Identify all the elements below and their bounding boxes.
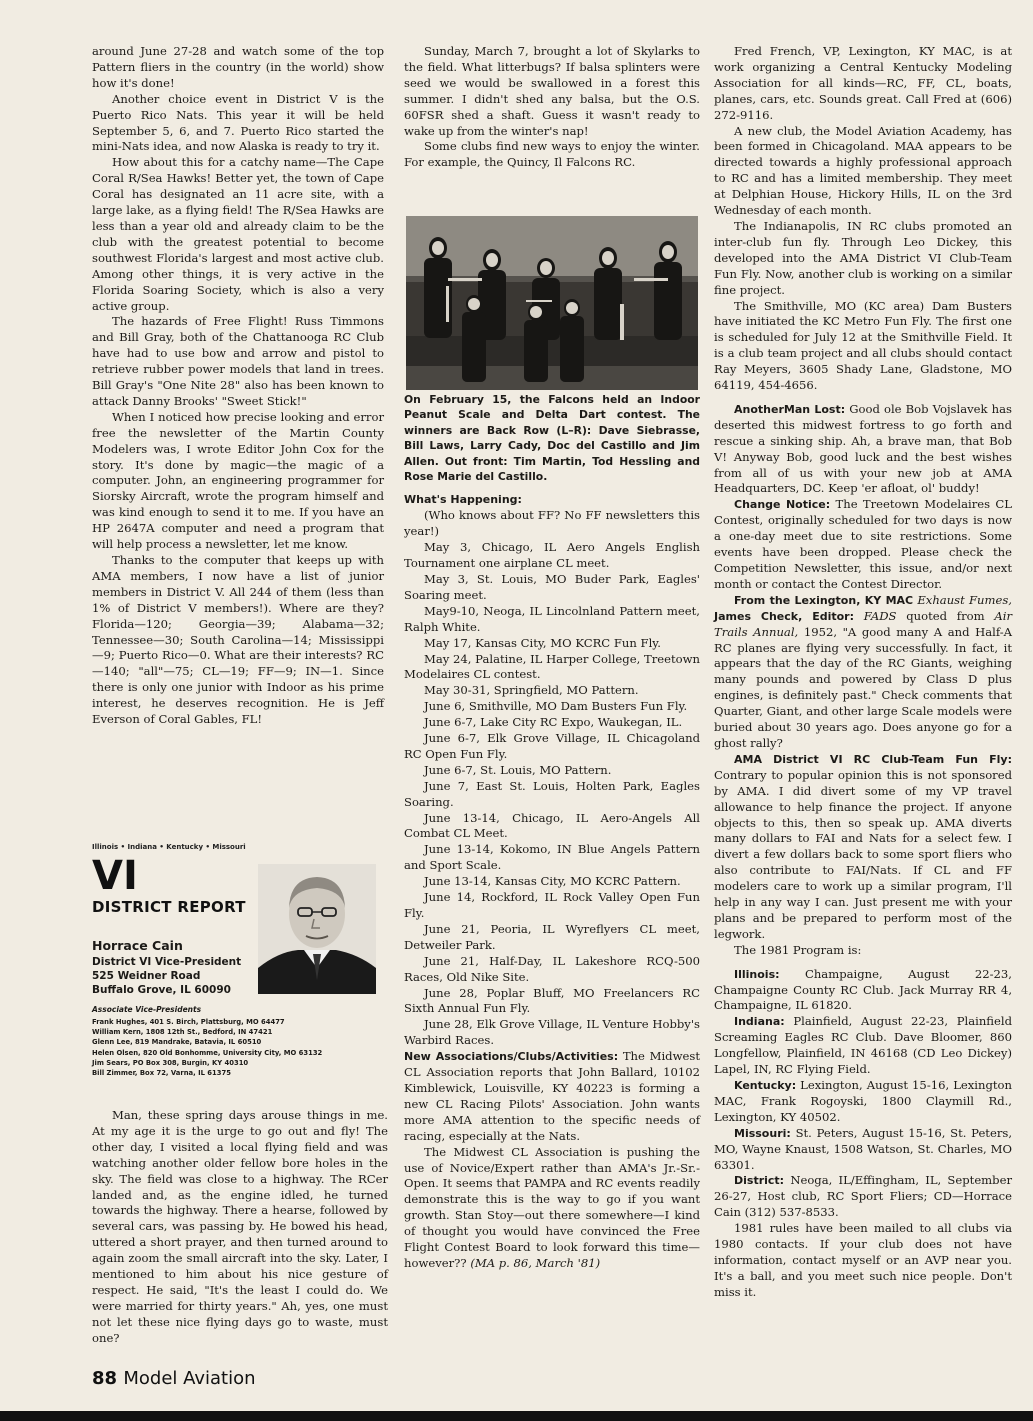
paragraph — [404, 1049, 700, 1144]
paragraph: The Indianapolis, IN RC clubs promoted an inter-club fun fly. Through Leo Dickey, this developed into the AMA District VI Club-Team Fun Fly. Now, another club is working on a similar fine project. — [714, 218, 1012, 297]
program-item — [714, 1014, 1012, 1078]
ama-fun-fly-text: Contrary to popular opinion this is not sponsored by AMA. I did divert some of my VP travel allowance to help finance the project. If anyone objects to this, then so speak up. AMA diverts many dollars to FAI and Nats for a select few. I divert a few dollars back to some sport fliers who also contribute to FAI/Nats. If CL and FF modelers care to work up a similar program, I'll help in any way I can. Just present me with your plans and be prepared to perform most of the legwork. — [714, 767, 1012, 941]
program-item — [714, 967, 1012, 1015]
event-item: June 6-7, St. Louis, MO Pattern. — [424, 762, 612, 777]
assoc-vp-entry: Bill Zimmer, Box 72, Varna, IL 61375 — [92, 1069, 231, 1078]
event-item: June 13-14, Kansas City, MO KCRC Pattern. — [424, 874, 681, 889]
event-item: June 21, Peoria, IL Wyreflyers CL meet, Detweiler Park. — [404, 921, 700, 952]
event-item: (Who knows about FF? No FF newsletters this year!) — [404, 508, 700, 539]
column-3 — [714, 44, 1012, 1301]
vp-portrait-photo — [258, 864, 376, 994]
air-trails-title: Air Trails Annual, — [714, 608, 1013, 639]
program-state: Missouri: — [734, 1126, 791, 1140]
whats-happening-heading: What's Happening: — [404, 493, 522, 507]
assoc-vp-heading: Associate Vice-Presidents — [92, 1005, 202, 1014]
column-2 — [404, 44, 700, 171]
paragraph: When I noticed how precise looking and error free the newsletter of the Martin County Modelers was, I wrote Editor John Cox for the story. It's done by magic—the magic of a computer. John, an engineering programmer for Siorsky Aircraft, wrote the program himself and was kind enough to send it to me. If you have an HP 2647A computer and need a program that will help process a newsletter, let me know. — [92, 409, 384, 552]
another-man-lost-text: Good ole Bob Vojslavek has deserted this midwest fortress to go forth and rescue a sinking ship. Ah, a brave man, that Bob V! Anyway Bob, good luck and the best wishes from all of us with your new job at AMA Headquarters, DC. Keep 'er afloat, ol' buddy! — [714, 401, 1013, 496]
program-state: Indiana: — [734, 1015, 785, 1029]
vp-addr-line2: Buffalo Grove, IL 60090 — [92, 984, 231, 996]
paragraph: Another choice event in District V is the Puerto Rico Nats. This year it will be held September 5, 6, and 7. Puerto Rico started the mini-Nats idea, and now Alaska is ready to try it. — [92, 91, 384, 154]
event-item: June 13-14, Chicago, IL Aero-Angels All Combat CL Meet. — [404, 810, 700, 841]
district-report-title: DISTRICT REPORT — [92, 898, 246, 916]
paragraph: Man, these spring days arouse things in me. At my age it is the urge to go out and fly! The other day, I visited a local flying field and was watching another older fellow bore holes in the sky. The field was close to a highway. The RCer landed and, as the engine idled, he turned towards the highway. There a hearse, followed by several cars, was passing by. He bowed his head, uttered a short prayer, and then turned around to again zoom the small aircraft into the sky. Later, I mentioned to him about his nice gesture of respect. He said, "It's the least I could do. We were married for thirty years." Ah, yes, one must not let these nice flying days go to waste, must one? — [92, 1108, 388, 1345]
magazine-name: Model Aviation — [123, 1368, 256, 1389]
paragraph: Thanks to the computer that keeps up with AMA members, I now have a list of junior members in District V. All 244 of them (less than 1% of District V members!). Where are they? Florida—120; Georgia—39; Alabama—32; Tennessee—30; South Carolina—14; Mississippi—9; Puerto Rico—0. What are their interests? RC—140; "all"—75; CL—19; FF—9; IN—1. Since there is only one junior with Indoor as his prime interest, he deserves recognition. He is Jeff Everson of Coral Gables, FL! — [92, 553, 384, 727]
fads-title: FADS — [863, 608, 897, 623]
change-notice-text: The Treetown Modelaires CL Contest, originally scheduled for two days is now a one-day meet due to site restrictions. Some events have been dropped. Please check the Competition Newsletter, this issue, and/or next month or contact the Contest Director. — [714, 497, 1012, 591]
program-item — [714, 1078, 1012, 1126]
district-states: Illinois • Indiana • Kentucky • Missouri — [92, 843, 246, 851]
event-item: May 3, St. Louis, MO Buder Park, Eagles' Soaring meet. — [404, 571, 700, 602]
paragraph: The 1981 Program is: — [734, 942, 862, 957]
paragraph: Some clubs find new ways to enjoy the winter. For example, the Quincy, Il Falcons RC. — [404, 139, 700, 170]
event-item: June 28, Elk Grove Village, IL Venture Hobby's Warbird Races. — [404, 1017, 700, 1048]
assoc-vp-entry: William Kern, 1808 12th St., Bedford, IN 47421 — [92, 1028, 273, 1037]
paragraph: A new club, the Model Aviation Academy, has been formed in Chicagoland. MAA appears to be directed towards a highly professional approach to RC and has a limited membership. They meet at Delphian House, Hickory Hills, IL on the 3rd Wednesday of each month. — [714, 123, 1012, 218]
lexington-text: 1952, "A good many A and Half-A RC planes are flying very successfully. In fact, it appears that the day of the RC Giants, weighing many pounds and powered by Class D plus engines, is definitely past." Check comments that Quarter, Giant, and other large Scale models were buried about 30 years ago. Does anyone go for a ghost rally? — [714, 624, 1012, 750]
assoc-vp-entry: Frank Hughes, 401 S. Birch, Plattsburg, MO 64477 — [92, 1018, 285, 1026]
midwest-text: The Midwest CL Association is pushing the use of Novice/Expert rather than AMA's Jr.-Sr.-Open. It seems that PAMPA and RC events readily demonstrate this is the way to go if you want growth. Stan Stoy—out there somewhere—I kind of thought you would have convinced the Free Flight Contest Board to look forward this time—however?? — [404, 1144, 700, 1270]
page-footer — [92, 1368, 256, 1389]
assoc-vp-list — [92, 1017, 322, 1078]
paragraph: Sunday, March 7, brought a lot of Skylarks to the field. What litterbugs? If balsa splinters were seed we would be swallowed in a forest this summer. I didn't shed any balsa, but the O.S. 60FSR shed a shaft. Guess it wasn't ready to wake up from the winter's nap! — [404, 44, 700, 138]
event-item: May 17, Kansas City, MO KCRC Fun Fly. — [424, 635, 661, 650]
another-man-lost-heading: AnotherMan Lost: — [734, 402, 846, 416]
new-associations-heading: New Associations/Clubs/Activities: — [404, 1050, 619, 1064]
event-item: May9-10, Neoga, IL Lincolnland Pattern meet, Ralph White. — [404, 603, 700, 634]
event-item: June 28, Poplar Bluff, MO Freelancers RC Sixth Annual Fun Fly. — [404, 985, 700, 1016]
event-item: May 3, Chicago, IL Aero Angels English Tournament one airplane CL meet. — [404, 540, 700, 571]
column-1-bottom — [92, 1108, 388, 1347]
paragraph — [714, 497, 1012, 592]
column-1 — [92, 44, 384, 728]
paragraph: Fred French, VP, Lexington, KY MAC, is at work organizing a Central Kentucky Modeling Association for all kinds—RC, FF, CL, boats, planes, cars, etc. Sounds great. Call Fred at (606) 272-9116. — [714, 44, 1012, 122]
paragraph: The Smithville, MO (KC area) Dam Busters have initiated the KC Metro Fun Fly. The first one is scheduled for July 12 at the Smithville Field. It is a club team project and all clubs should contact Ray Meyers, 3605 Shady Lane, Gladstone, MO 64119, 454-4656. — [714, 298, 1012, 393]
event-item: June 6, Smithville, MO Dam Busters Fun Fly. — [424, 699, 688, 714]
assoc-vp-entry: Jim Sears, PO Box 308, Burgin, KY 40310 — [92, 1058, 249, 1067]
paragraph: The hazards of Free Flight! Russ Timmons and Bill Gray, both of the Chattanooga RC Club have had to use bow and arrow and pistol to retrieve rubber power models that land in trees. Bill Gray's "One Nite 28" also has been known to attack Danny Brooks' "Sweet Stick!" — [92, 314, 384, 408]
vp-name: Horrace Cain — [92, 938, 183, 953]
program-state: Kentucky: — [734, 1079, 797, 1092]
event-item: May 24, Palatine, IL Harper College, Treetown Modelaires CL contest. — [404, 651, 700, 682]
program-text: Champaigne, August 22-23, Champaigne County RC Club. Jack Murray RR 4, Champaigne, IL 61820. — [714, 966, 1012, 1013]
event-item: June 6-7, Lake City RC Expo, Waukegan, IL. — [424, 715, 683, 730]
editor-name: James Check, Editor: — [714, 609, 854, 623]
district-number: VI — [92, 853, 138, 899]
event-item: May 30-31, Springfield, MO Pattern. — [424, 683, 639, 698]
page-number: 88 — [92, 1368, 118, 1389]
vp-addr-line1: 525 Weidner Road — [92, 970, 201, 982]
program-state: District: — [734, 1174, 785, 1188]
paragraph: around June 27-28 and watch some of the top Pattern fliers in the country (in the world) show how it's done! — [92, 44, 384, 90]
event-item: June 21, Half-Day, IL Lakeshore RCQ-500 Races, Old Nike Site. — [404, 953, 700, 984]
program-text: Plainfield, August 22-23, Plainfield Screaming Eagles RC Club. Dave Bloomer, 860 Longfellow, Plainfield, IN 46168 (CD Leo Dickey) Lapel, IN, RC Flying Field. — [714, 1014, 1013, 1077]
photo-caption: On February 15, the Falcons held an Indoor Peanut Scale and Delta Dart contest. The winners are Back Row (L–R): Dave Siebrasse, Bill Laws, Larry Cady, Doc del Castillo and Jim Allen. Out front: Tim Martin, Tod Hessling and Rose Marie del Castillo. — [404, 393, 700, 484]
assoc-vp-entry: Glenn Lee, 819 Mandrake, Batavia, IL 60510 — [92, 1038, 262, 1047]
falcons-group-photo — [406, 216, 698, 390]
ama-fun-fly-heading: AMA District VI RC Club-Team Fun Fly: — [734, 752, 1012, 766]
program-text: Neoga, IL/Effingham, IL, September 26-27, Host club, RC Sport Fliers; CD—Horrace Cain (312) 537-8533. — [714, 1173, 1012, 1220]
vp-role: District VI Vice-President — [92, 956, 242, 968]
paragraph — [714, 402, 1012, 497]
program-text: Lexington, August 15-16, Lexington MAC, Frank Rogoyski, 1800 Claymill Rd., Lexington, KY 40502. — [714, 1078, 1013, 1124]
section-heading — [404, 492, 700, 508]
new-associations-text: The Midwest CL Association reports that John Ballard, 10102 Kimblewick, Louisville, KY 40223 is forming a new CL Racing Pilots' Association. John wants more AMA attention to the specific needs of racing, especially at the Nats. — [404, 1049, 700, 1143]
assoc-vp-entry: Helen Olsen, 820 Old Bonhomme, University City, MO 63132 — [92, 1048, 323, 1057]
program-item — [714, 1126, 1012, 1174]
bottom-edge — [0, 1411, 1033, 1421]
event-item: June 7, East St. Louis, Holten Park, Eagles Soaring. — [404, 778, 700, 809]
paragraph — [404, 1145, 700, 1272]
paragraph — [714, 593, 1012, 752]
exhaust-fumes-title: Exhaust Fumes, — [917, 592, 1012, 607]
change-notice-heading: Change Notice: — [734, 498, 831, 512]
vp-address — [92, 955, 241, 997]
event-item: June 14, Rockford, IL Rock Valley Open Fun Fly. — [404, 890, 700, 920]
column-2-bottom — [404, 392, 700, 1272]
program-state: Illinois: — [734, 967, 780, 981]
paragraph: 1981 rules have been mailed to all clubs via 1980 contacts. If your club does not have information, contact myself or an AVP near you. It's a ball, and you meet such nice people. Don't miss it. — [714, 1221, 1012, 1299]
quoted-from: quoted from — [906, 608, 985, 623]
program-item — [714, 1173, 1012, 1221]
paragraph — [714, 752, 1012, 943]
event-item: June 13-14, Kokomo, IN Blue Angels Pattern and Sport Scale. — [404, 842, 700, 873]
paragraph: How about this for a catchy name—The Cape Coral R/Sea Hawks! Better yet, the town of Cape Coral has designated an 11 acre site, with a large lake, as a flying field! The R/Sea Hawks are less than a year old and already claim to be the club with the greatest potential to become southwest Florida's largest and most active club. Among other things, it is very active in the Florida Soaring Society, which is also a very active group. — [92, 155, 384, 313]
program-text: St. Peters, August 15-16, St. Peters, MO, Wayne Knaust, 1508 Watson, St. Charles, MO 63301. — [714, 1125, 1013, 1172]
ma-reference: (MA p. 86, March '81) — [470, 1255, 601, 1270]
lexington-heading: From the Lexington, KY MAC — [734, 593, 914, 607]
event-item: June 6-7, Elk Grove Village, IL Chicagoland RC Open Fun Fly. — [404, 731, 700, 761]
